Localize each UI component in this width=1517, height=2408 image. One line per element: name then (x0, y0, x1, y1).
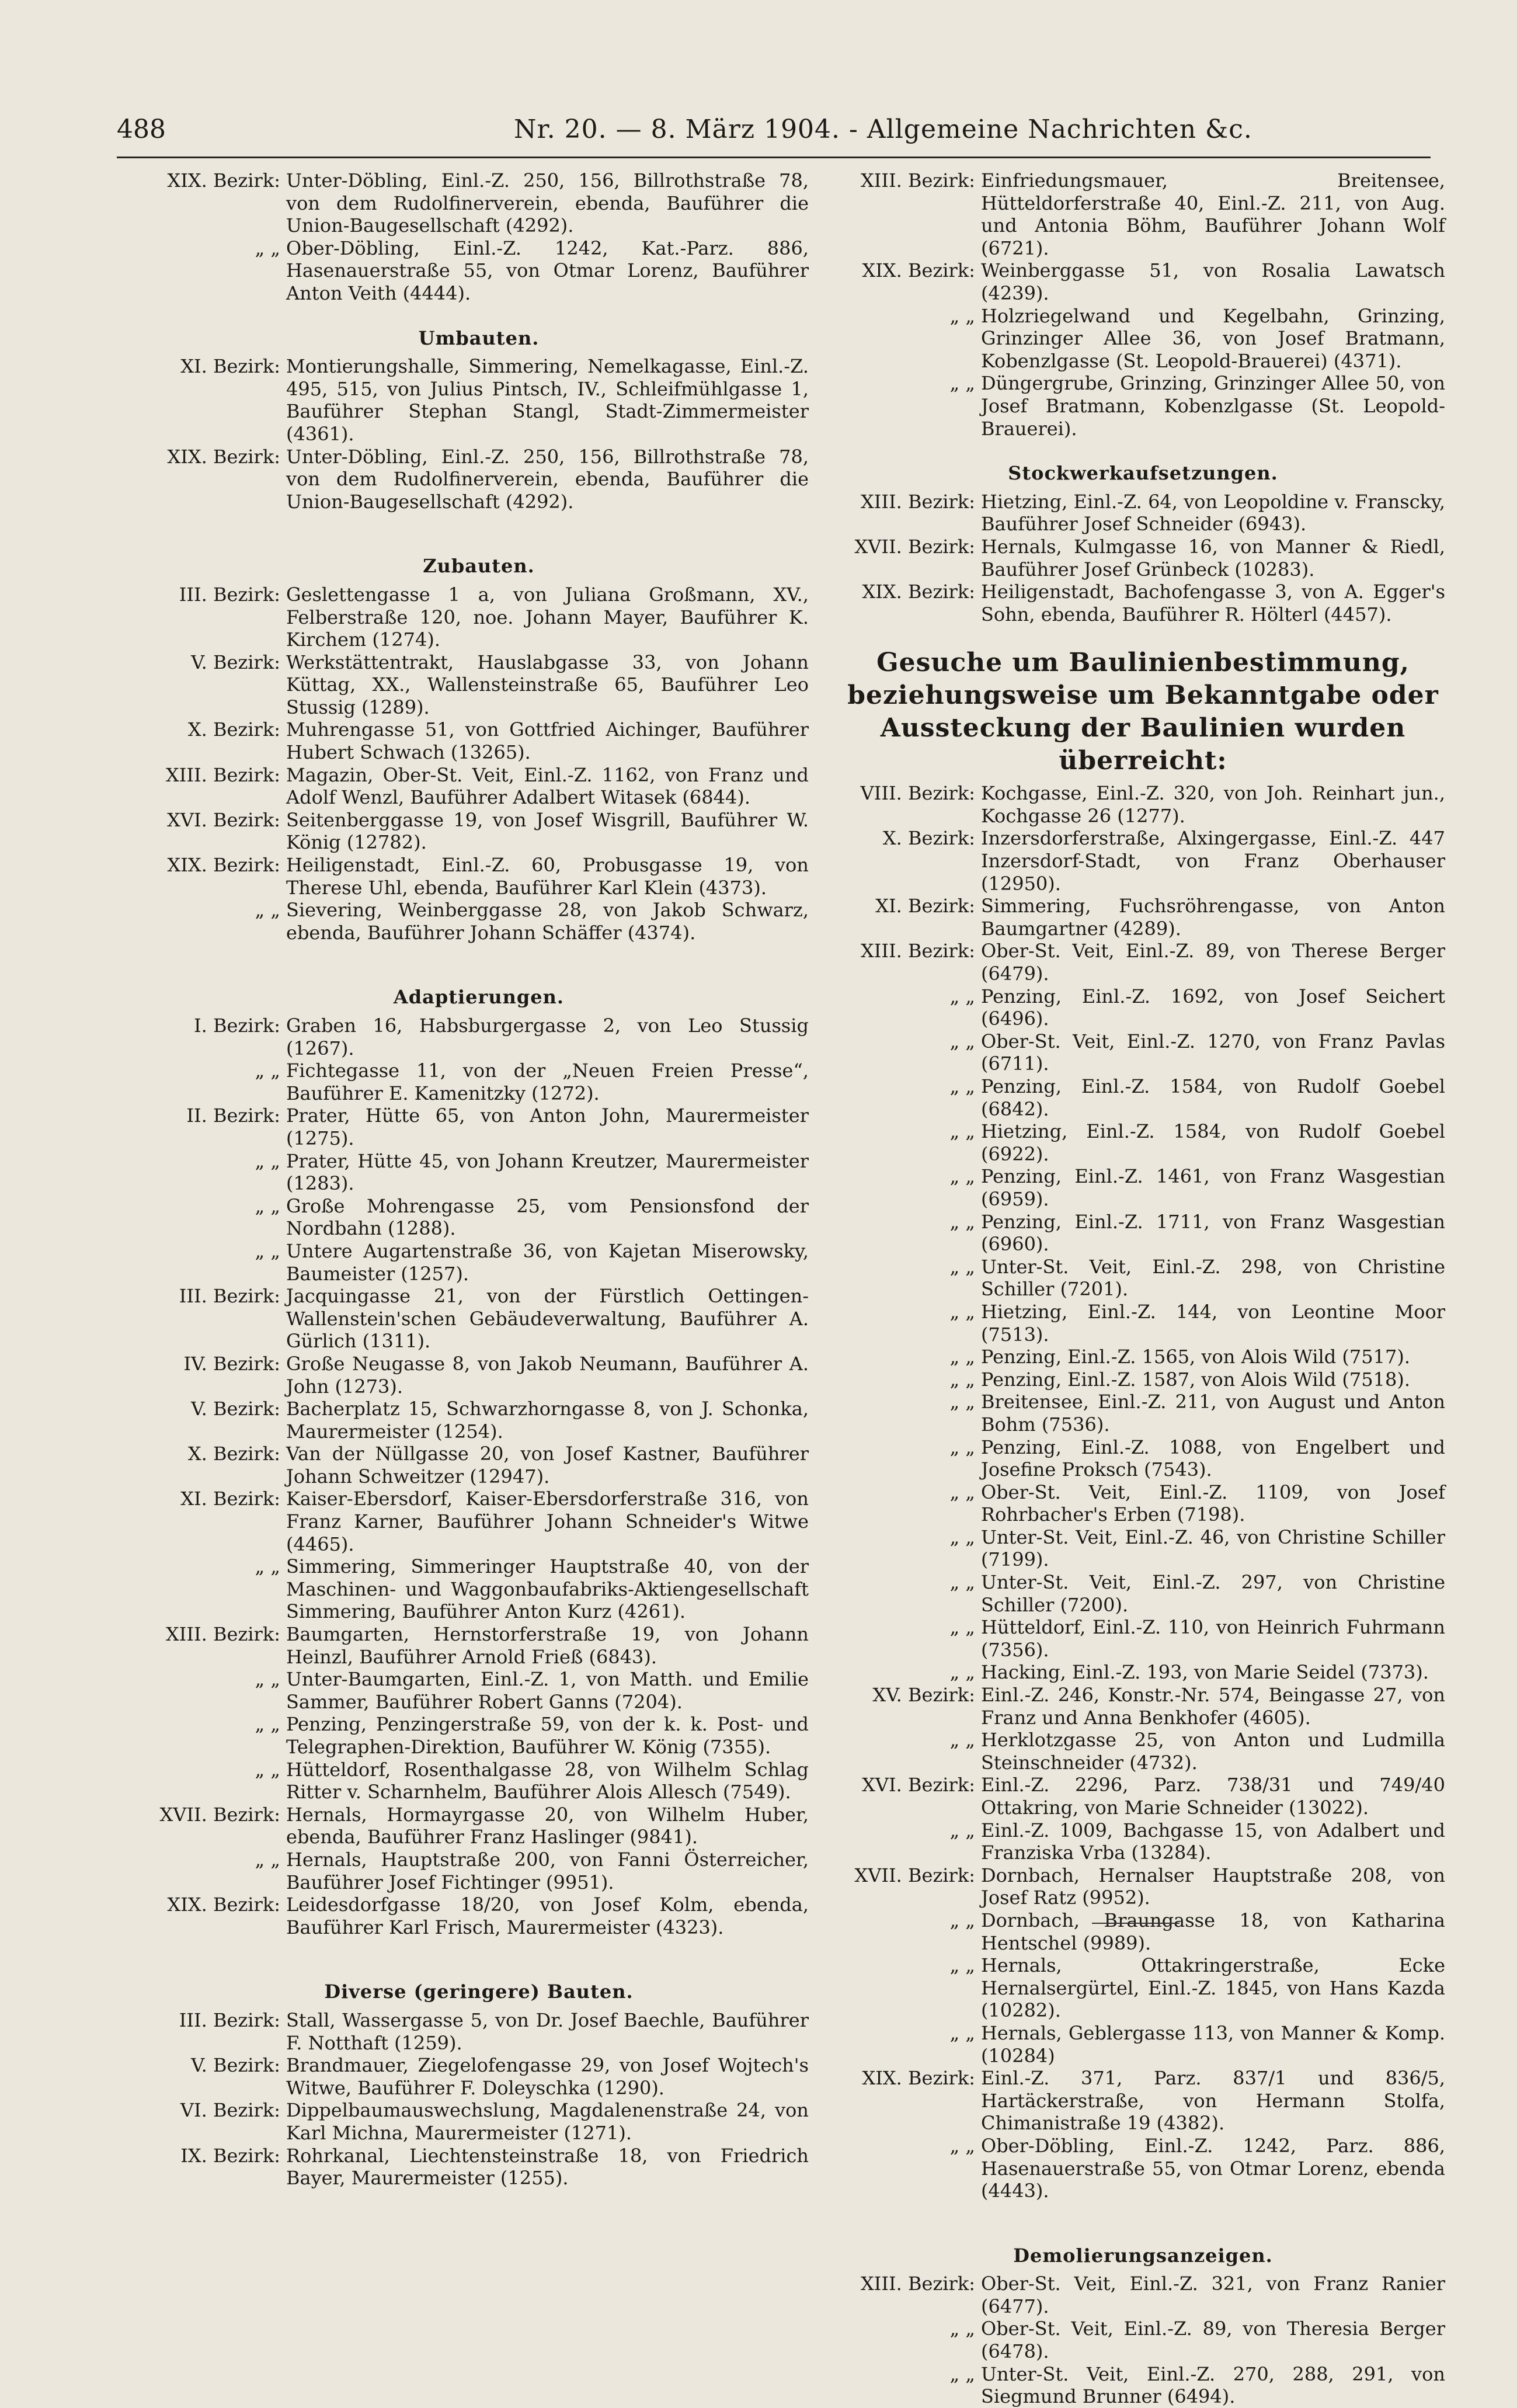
list-item (149, 1759, 809, 1804)
entry-text: Fichtegasse 11, von der „Neuen Freien Presse“, Bauführer E. Kamenitzky (1272). (286, 1059, 809, 1104)
left-column (149, 169, 809, 2190)
district-label: „ „ (949, 1075, 975, 1097)
district-label: „ „ (949, 1255, 975, 1278)
district-label: „ „ (255, 1668, 280, 1691)
entry-text: Hernals, Hauptstraße 200, von Fanni Österreicher, Bauführer Josef Fichtinger (9951). (286, 1848, 809, 1893)
district-label: „ „ (255, 1555, 280, 1578)
list-item (149, 2145, 809, 2190)
entry-text: Hernals, Hormayrgasse 20, von Wilhelm Huber, ebenda, Bauführer Franz Haslinger (9841). (286, 1803, 809, 1848)
district-label: XVII. Bezirk: (159, 1803, 280, 1826)
district-label: XIX. Bezirk: (862, 581, 975, 603)
list-item (149, 1848, 809, 1893)
entry-text: Hernals, Ottakringerstraße, Ecke Hernalsergürtel, Einl.-Z. 1845, von Hans Kazda (10282). (981, 1954, 1445, 2022)
list-item (841, 1864, 1445, 1909)
entry-text: Baumgarten, Hernstorferstraße 19, von Johann Heinzl, Bauführer Arnold Frieß (6843). (286, 1623, 809, 1668)
list-item (841, 1571, 1445, 1616)
district-label: XIII. Bezirk: (860, 2273, 975, 2295)
list-item (841, 2363, 1445, 2408)
district-label: XI. Bezirk: (180, 355, 280, 378)
page-number: 488 (117, 114, 166, 144)
entry-text: Hietzing, Einl.-Z. 144, von Leontine Moor (7513). (981, 1300, 1445, 1346)
entry-text: Ober-St. Veit, Einl.-Z. 1270, von Franz Pavlas (6711). (981, 1030, 1445, 1075)
entry-text: Inzersdorferstraße, Alxingergasse, Einl.-Z. 447 Inzersdorf-Stadt, von Franz Oberhauser (12950). (981, 827, 1445, 895)
entry-text: Herklotzgasse 25, von Anton und Ludmilla Steinschneider (4732). (981, 1729, 1445, 1774)
district-label: „ „ (949, 1909, 975, 1931)
entry-text: Kochgasse, Einl.-Z. 320, von Joh. Reinhart jun., Kochgasse 26 (1277). (981, 782, 1445, 827)
right-column (841, 169, 1445, 2408)
list-item (149, 446, 809, 513)
district-label: XIII. Bezirk: (860, 169, 975, 192)
district-label: „ „ (949, 985, 975, 1007)
list-item (841, 1165, 1445, 1210)
section-heading: Stockwerkaufsetzungen. (1008, 462, 1278, 485)
district-label: „ „ (949, 304, 975, 327)
district-label: „ „ (949, 1729, 975, 1752)
entry-text: Unter-St. Veit, Einl.-Z. 297, von Christine Schiller (7200). (981, 1571, 1445, 1616)
list-item (841, 1346, 1445, 1368)
list-item (149, 1353, 809, 1398)
list-item (149, 899, 809, 944)
district-label: IV. Bezirk: (183, 1352, 280, 1375)
list-item (149, 1488, 809, 1555)
list (841, 169, 1445, 440)
issue-heading: Nr. 20. — 8. März 1904. - Allgemeine Nachrichten &c. (514, 114, 1252, 144)
list-item (841, 1120, 1445, 1165)
entry-text: Sievering, Weinberggasse 28, von Jakob Schwarz, ebenda, Bauführer Johann Schäffer (4374). (286, 899, 809, 944)
list (149, 169, 809, 305)
list-item (149, 1555, 809, 1623)
entry-text: Hütteldorf, Einl.-Z. 110, von Heinrich Fuhrmann (7356). (981, 1616, 1445, 1661)
list (149, 2009, 809, 2190)
list-item (149, 1893, 809, 1938)
list-item (841, 581, 1445, 626)
list-item (149, 1150, 809, 1195)
district-label: „ „ (255, 237, 280, 259)
entry-text: Penzing, Einl.-Z. 1461, von Franz Wasgestian (6959). (981, 1165, 1445, 1210)
entry-text: Jacquingasse 21, von der Fürstlich Oettingen-Wallenstein'schen Gebäudeverwaltung, Bauführer A. Gürlich (1311). (286, 1285, 809, 1353)
entry-text: Simmering, Fuchsröhrengasse, von Anton Baumgartner (4289). (981, 895, 1445, 940)
list-item (841, 1616, 1445, 1661)
entry-text: Simmering, Simmeringer Hauptstraße 40, von der Maschinen- und Waggonbaufabriks-Aktiengesellschaft Simmering, Bauführer Anton Kurz (4261). (286, 1555, 809, 1623)
list-item (841, 1909, 1445, 1954)
entry-text: Unter-St. Veit, Einl.-Z. 270, 288, 291, von Siegmund Brunner (6494). (981, 2362, 1445, 2408)
entry-text: Rohrkanal, Liechtensteinstraße 18, von Friedrich Bayer, Maurermeister (1255). (286, 2144, 809, 2190)
entry-text: Penzing, Penzingerstraße 59, von der k. k. Post- und Telegraphen-Direktion, Bauführer W. König (7355). (286, 1713, 809, 1758)
district-label: „ „ (949, 1120, 975, 1143)
list-item (149, 169, 809, 237)
entry-text: Hietzing, Einl.-Z. 1584, von Rudolf Goebel (6922). (981, 1120, 1445, 1165)
entry-text: Penzing, Einl.-Z. 1088, von Engelbert und Josefine Proksch (7543). (981, 1436, 1445, 1481)
district-label: „ „ (949, 1165, 975, 1188)
section-heading: Adaptierungen. (393, 986, 565, 1009)
list-item (149, 1443, 809, 1488)
entry-text: Einfriedungsmauer, Breitensee, Hütteldorferstraße 40, Einl.-Z. 211, von Aug. und Antonia Böhm, Bauführer Johann Wolf (6721). (981, 169, 1445, 259)
district-label: „ „ (255, 1713, 280, 1736)
list-item (841, 1684, 1445, 1729)
section-heading: Zubauten. (423, 555, 535, 578)
entry-text: Hietzing, Einl.-Z. 64, von Leopoldine v. Franscky, Bauführer Josef Schneider (6943). (981, 490, 1445, 536)
list-item (841, 259, 1445, 304)
entry-text: Bacherplatz 15, Schwarzhorngasse 8, von J. Schonka, Maurermeister (1254). (286, 1398, 809, 1443)
list-item (841, 1030, 1445, 1075)
entry-text: Dippelbaumauswechslung, Magdalenenstraße 24, von Karl Michna, Maurermeister (1271). (286, 2099, 809, 2144)
section-heading: Demolierungsanzeigen. (1013, 2244, 1273, 2267)
entry-text: Heiligenstadt, Bachofengasse 3, von A. Egger's Sohn, ebenda, Bauführer R. Hölterl (4457). (981, 581, 1445, 626)
entry-text: Graben 16, Habsburgergasse 2, von Leo Stussig (1267). (286, 1014, 809, 1059)
list-item (149, 809, 809, 854)
district-label: „ „ (949, 1368, 975, 1391)
entry-text: Penzing, Einl.-Z. 1692, von Josef Seichert (6496). (981, 985, 1445, 1030)
list-item (841, 2317, 1445, 2362)
entry-text: Leidesdorfgasse 18/20, von Josef Kolm, ebenda, Bauführer Karl Frisch, Maurermeister (4323). (286, 1893, 809, 1938)
district-label: „ „ (949, 1210, 975, 1233)
entry-text: Penzing, Einl.-Z. 1584, von Rudolf Goebel (6842). (981, 1075, 1445, 1120)
list-item (841, 1368, 1445, 1391)
district-label: „ „ (949, 2134, 975, 2157)
entry-text: Hütteldorf, Rosenthalgasse 28, von Wilhelm Schlag Ritter v. Scharnhelm, Bauführer Alois Allesch (7549). (286, 1758, 809, 1804)
list (841, 491, 1445, 626)
list-item (149, 651, 809, 719)
list-item (841, 2022, 1445, 2067)
district-label: „ „ (949, 1954, 975, 1977)
entry-text: Werkstättentrakt, Hauslabgasse 33, von Johann Küttag, XX., Wallensteinstraße 65, Bauführer Leo Stussig (1289). (286, 651, 809, 718)
list-item (841, 1526, 1445, 1571)
list (149, 1014, 809, 1938)
entry-text: Muhrengasse 51, von Gottfried Aichinger, Bauführer Hubert Schwach (13265). (286, 718, 809, 764)
district-label: „ „ (949, 1571, 975, 1594)
entry-text: Penzing, Einl.-Z. 1587, von Alois Wild (7518). (981, 1368, 1410, 1391)
list-item (841, 305, 1445, 373)
list-item (841, 491, 1445, 536)
district-label: „ „ (949, 1661, 975, 1684)
entry-text: Montierungshalle, Simmering, Nemelkagasse, Einl.-Z. 495, 515, von Julius Pintsch, IV., Schleifmühlgasse 1, Bauführer Stephan Stangl, Stadt-Zimmermeister (4361). (286, 355, 809, 445)
entry-text: Einl.-Z. 371, Parz. 837/1 und 836/5, Hartäckerstraße, von Hermann Stolfa, Chimanistraße 19 (4382). (981, 2067, 1445, 2135)
district-label: „ „ (255, 1149, 280, 1172)
entry-text: Penzing, Einl.-Z. 1711, von Franz Wasgestian (6960). (981, 1210, 1445, 1256)
entry-text: Heiligenstadt, Einl.-Z. 60, Probusgasse 19, von Therese Uhl, ebenda, Bauführer Karl Klein (4373). (286, 854, 809, 899)
list (841, 2273, 1445, 2408)
entry-text: Düngergrube, Grinzing, Grinzinger Allee 50, von Josef Bratmann, Kobenzlgasse (St. Leopold-Brauerei). (981, 372, 1445, 440)
header-rule (117, 157, 1431, 158)
district-label: XIII. Bezirk: (165, 763, 280, 786)
section-heading: Gesuche um Baulinienbestimmung, beziehungsweise um Bekanntgabe oder Aussteckung der Baulinien wurden überreicht: (847, 648, 1439, 776)
list-item (841, 985, 1445, 1030)
list-item (149, 2099, 809, 2144)
district-label: „ „ (949, 1819, 975, 1841)
district-label: XVI. Bezirk: (167, 808, 280, 831)
district-label: IX. Bezirk: (180, 2144, 280, 2167)
entry-text: Penzing, Einl.-Z. 1565, von Alois Wild (7517). (981, 1346, 1410, 1368)
entry-text: Holzriegelwand und Kegelbahn, Grinzing, Grinzinger Allee 36, von Josef Bratmann, Kobenzlgasse (St. Leopold-Brauerei) (4371). (981, 304, 1445, 372)
list-item (149, 1195, 809, 1240)
list-item (149, 2009, 809, 2054)
district-label: „ „ (255, 1239, 280, 1262)
list-item (149, 237, 809, 305)
list-item (841, 1075, 1445, 1120)
entry-text: Prater, Hütte 65, von Anton John, Maurermeister (1275). (286, 1104, 809, 1149)
list-item (841, 1301, 1445, 1346)
entry-text: Einl.-Z. 2296, Parz. 738/31 und 749/40 Ottakring, von Marie Schneider (13022). (981, 1774, 1445, 1819)
list-item (149, 355, 809, 445)
entry-text: Van der Nüllgasse 20, von Josef Kastner, Bauführer Johann Schweitzer (12947). (286, 1443, 809, 1488)
list-item (841, 1256, 1445, 1301)
entry-text: Unter-Döbling, Einl.-Z. 250, 156, Billrothstraße 78, von dem Rudolfinerverein, ebenda, Bauführer die Union-Baugesellschaft (4292). (286, 445, 809, 513)
list (149, 355, 809, 513)
district-label: „ „ (949, 1391, 975, 1413)
district-label: III. Bezirk: (179, 1285, 280, 1308)
list-item (841, 1774, 1445, 1819)
entry-text: Große Mohrengasse 25, vom Pensionsfond der Nordbahn (1288). (286, 1194, 809, 1240)
district-label: XIX. Bezirk: (862, 2067, 975, 2090)
district-label: VIII. Bezirk: (860, 782, 975, 805)
list-item (149, 1804, 809, 1848)
district-label: XIX. Bezirk: (167, 445, 280, 468)
list-item (841, 940, 1445, 985)
entry-text: Ober-Döbling, Einl.-Z. 1242, Parz. 886, Hasenauerstraße 55, von Otmar Lorenz, ebenda (4443). (981, 2134, 1445, 2202)
entry-text: Ober-St. Veit, Einl.-Z. 1109, von Josef Rohrbacher's Erben (7198). (981, 1481, 1445, 1526)
entry-text: Dornbach, Braungasse 18, von Katharina Hentschel (9989). (981, 1909, 1445, 1954)
entry-text: Unter-St. Veit, Einl.-Z. 46, von Christine Schiller (7199). (981, 1526, 1445, 1571)
district-label: „ „ (949, 1616, 975, 1639)
list-item (841, 782, 1445, 827)
district-label: XIII. Bezirk: (860, 940, 975, 962)
district-label: „ „ (255, 1758, 280, 1781)
entry-text: Große Neugasse 8, von Jakob Neumann, Bauführer A. John (1273). (286, 1352, 809, 1398)
district-label: XIX. Bezirk: (167, 1893, 280, 1916)
list-item (841, 895, 1445, 940)
list-item (149, 764, 809, 809)
district-label: X. Bezirk: (187, 1443, 280, 1465)
district-label: II. Bezirk: (186, 1104, 280, 1127)
entry-text: Hernals, Kulmgasse 16, von Manner & Riedl, Bauführer Josef Grünbeck (10283). (981, 535, 1445, 581)
entry-text: Ober-Döbling, Einl.-Z. 1242, Kat.-Parz. 886, Hasenauerstraße 55, von Otmar Lorenz, Bauführer Anton Veith (4444). (286, 237, 809, 304)
district-label: „ „ (949, 2362, 975, 2385)
district-label: III. Bezirk: (179, 2009, 280, 2031)
district-label: „ „ (949, 2317, 975, 2340)
list-item (149, 854, 809, 899)
list-item (841, 2135, 1445, 2202)
list-item (841, 2067, 1445, 2135)
list-item (841, 1954, 1445, 2022)
district-label: III. Bezirk: (179, 583, 280, 606)
list-item (841, 1211, 1445, 1256)
entry-text: Dornbach, Hernalser Hauptstraße 208, von Josef Ratz (9952). (981, 1864, 1445, 1909)
list-item (149, 718, 809, 763)
district-label: „ „ (949, 1346, 975, 1368)
district-label: XV. Bezirk: (872, 1684, 975, 1707)
list-item (841, 169, 1445, 259)
list-item (149, 1398, 809, 1443)
end-rule (1092, 1923, 1179, 1924)
entry-text: Ober-St. Veit, Einl.-Z. 89, von Therese Berger (6479). (981, 940, 1445, 985)
district-label: XVII. Bezirk: (854, 1864, 975, 1886)
list-item (841, 1819, 1445, 1864)
district-label: XI. Bezirk: (875, 895, 975, 918)
section-heading: Diverse (geringere) Bauten. (324, 1980, 634, 2003)
entry-text: Hacking, Einl.-Z. 193, von Marie Seidel (7373). (981, 1661, 1429, 1684)
entry-text: Hernals, Geblergasse 113, von Manner & Komp. (10284) (981, 2021, 1445, 2067)
entry-text: Stall, Wassergasse 5, von Dr. Josef Baechle, Bauführer F. Notthaft (1259). (286, 2009, 809, 2054)
section-heading: Umbauten. (418, 326, 540, 349)
list-item (841, 2273, 1445, 2317)
entry-text: Unter-Baumgarten, Einl.-Z. 1, von Matth. und Emilie Sammer, Bauführer Robert Ganns (7204). (286, 1668, 809, 1713)
entry-text: Brandmauer, Ziegelofengasse 29, von Josef Wojtech's Witwe, Bauführer F. Doleyschka (1290). (286, 2054, 809, 2099)
entry-text: Ober-St. Veit, Einl.-Z. 89, von Theresia Berger (6478). (981, 2317, 1445, 2363)
district-label: „ „ (949, 1481, 975, 1503)
list-item (841, 1729, 1445, 1774)
district-label: V. Bezirk: (191, 1398, 280, 1420)
district-label: „ „ (255, 1059, 280, 1082)
entry-text: Seitenberggasse 19, von Josef Wisgrill, Bauführer W. König (12782). (286, 808, 809, 854)
entry-text: Magazin, Ober-St. Veit, Einl.-Z. 1162, von Franz und Adolf Wenzl, Bauführer Adalbert Witasek (6844). (286, 763, 809, 809)
district-label: „ „ (949, 2021, 975, 2044)
list-item (149, 1104, 809, 1149)
list-item (149, 1285, 809, 1353)
district-label: XVI. Bezirk: (862, 1774, 975, 1797)
district-label: „ „ (255, 899, 280, 922)
list-item (841, 1481, 1445, 1526)
list-item (841, 827, 1445, 895)
district-label: „ „ (949, 1030, 975, 1052)
list-item (149, 2054, 809, 2099)
list-item (149, 1014, 809, 1059)
district-label: „ „ (255, 1848, 280, 1871)
list-item (149, 1240, 809, 1285)
district-label: „ „ (949, 372, 975, 395)
list-item (841, 372, 1445, 440)
entry-text: Weinberggasse 51, von Rosalia Lawatsch (4239). (981, 259, 1445, 304)
entry-text: Kaiser-Ebersdorf, Kaiser-Ebersdorferstraße 316, von Franz Karner, Bauführer Johann Schneider's Witwe (4465). (286, 1488, 809, 1555)
district-label: „ „ (255, 1194, 280, 1217)
district-label: I. Bezirk: (194, 1014, 280, 1037)
district-label: X. Bezirk: (187, 718, 280, 741)
list-item (149, 1623, 809, 1668)
district-label: X. Bezirk: (882, 827, 975, 850)
entry-text: Unter-Döbling, Einl.-Z. 250, 156, Billrothstraße 78, von dem Rudolfinerverein, ebenda, Bauführer die Union-Baugesellschaft (4292). (286, 169, 809, 237)
list-item (841, 536, 1445, 581)
page-header (117, 114, 1372, 150)
district-label: XVII. Bezirk: (854, 535, 975, 558)
district-label: V. Bezirk: (191, 2054, 280, 2077)
list-item (149, 583, 809, 651)
list-item (149, 1059, 809, 1104)
district-label: XIX. Bezirk: (167, 854, 280, 877)
entry-text: Unter-St. Veit, Einl.-Z. 298, von Christine Schiller (7201). (981, 1255, 1445, 1301)
district-label: XIX. Bezirk: (167, 169, 280, 192)
list-item (841, 1436, 1445, 1481)
list (841, 782, 1445, 2202)
district-label: XIII. Bezirk: (165, 1623, 280, 1646)
list-item (149, 1713, 809, 1758)
district-label: VI. Bezirk: (180, 2099, 280, 2122)
list (149, 583, 809, 944)
list-item (149, 1668, 809, 1713)
entry-text: Untere Augartenstraße 36, von Kajetan Miserowsky, Baumeister (1257). (286, 1239, 809, 1285)
district-label: XIII. Bezirk: (860, 490, 975, 513)
list-item (841, 1391, 1445, 1436)
district-label: V. Bezirk: (191, 651, 280, 673)
entry-text: Breitensee, Einl.-Z. 211, von August und Anton Bohm (7536). (981, 1391, 1445, 1436)
district-label: XIX. Bezirk: (862, 259, 975, 282)
district-label: „ „ (949, 1526, 975, 1548)
entry-text: Einl.-Z. 246, Konstr.-Nr. 574, Beingasse 27, von Franz und Anna Benkhofer (4605). (981, 1684, 1445, 1729)
entry-text: Prater, Hütte 45, von Johann Kreutzer, Maurermeister (1283). (286, 1149, 809, 1195)
entry-text: Einl.-Z. 1009, Bachgasse 15, von Adalbert und Franziska Vrba (13284). (981, 1819, 1445, 1864)
district-label: XI. Bezirk: (180, 1488, 280, 1510)
district-label: „ „ (949, 1436, 975, 1458)
entry-text: Ober-St. Veit, Einl.-Z. 321, von Franz Ranier (6477). (981, 2273, 1445, 2317)
list-item (841, 1661, 1445, 1684)
entry-text: Geslettengasse 1 a, von Juliana Großmann, XV., Felberstraße 120, noe. Johann Mayer, Bauführer K. Kirchem (1274). (286, 583, 809, 651)
district-label: „ „ (949, 1300, 975, 1323)
